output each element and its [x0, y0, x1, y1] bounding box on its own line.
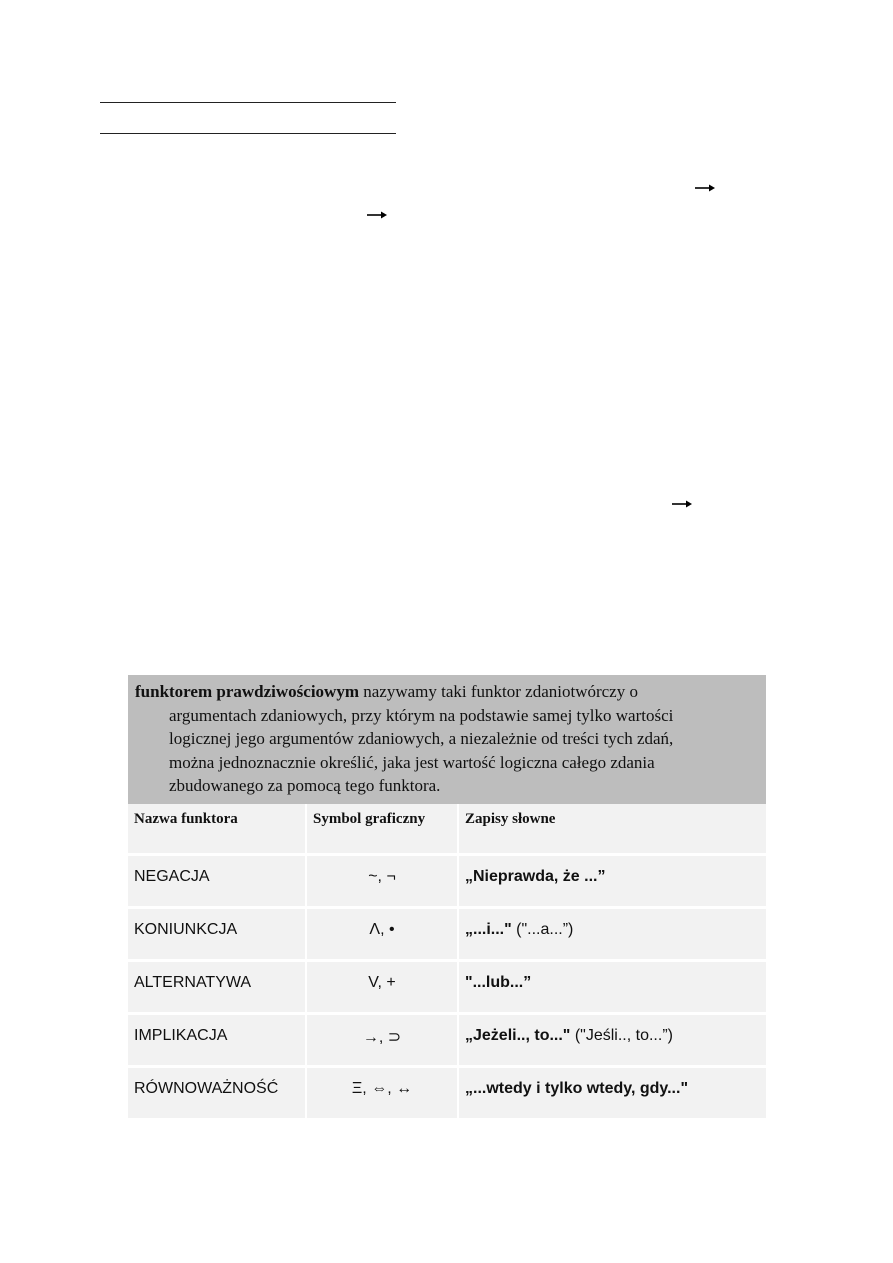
- verbal-bold: „Nieprawda, że ...”: [465, 867, 606, 885]
- definition-first-line: [135, 680, 758, 704]
- header-name: Nazwa funktora: [128, 804, 307, 856]
- functor-table: [128, 804, 766, 1121]
- functor-verbal: [459, 856, 766, 909]
- table-row: [128, 856, 766, 909]
- arrow-icon: [672, 499, 692, 509]
- verbal-bold: „...wtedy i tylko wtedy, gdy...": [465, 1079, 689, 1097]
- definition-line: można jednoznacznie określić, jaka jest wartość logiczna całego zdania: [169, 752, 655, 772]
- functor-name: ALTERNATYWA: [128, 962, 307, 1015]
- verbal-bold: "...lub...”: [465, 973, 532, 991]
- table-row: [128, 909, 766, 962]
- definition-term: funktorem prawdziwościowym: [135, 682, 359, 701]
- top-rule-2: [100, 133, 396, 134]
- functor-name: NEGACJA: [128, 856, 307, 909]
- verbal-bold: „Jeżeli.., to...": [465, 1026, 571, 1044]
- functor-verbal: [459, 909, 766, 962]
- table-row: [128, 1015, 766, 1068]
- arrow-icon: [367, 210, 387, 220]
- definition-line: logicznej jego argumentów zdaniowych, a niezależnie od treści tych zdań,: [169, 729, 674, 748]
- functor-verbal: [459, 1015, 766, 1068]
- functor-symbol: ~, ¬: [307, 856, 459, 909]
- definition-box: [128, 675, 766, 804]
- top-rule-1: [100, 102, 396, 103]
- functor-verbal: [459, 1068, 766, 1121]
- header-verbal: Zapisy słowne: [459, 804, 766, 856]
- functor-symbol: →, ⊃: [307, 1015, 459, 1068]
- verbal-bold: „...i...": [465, 920, 512, 938]
- functor-verbal: [459, 962, 766, 1015]
- functor-symbol: Λ, •: [307, 909, 459, 962]
- functor-name: IMPLIKACJA: [128, 1015, 307, 1068]
- functor-name: RÓWNOWAŻNOŚĆ: [128, 1068, 307, 1121]
- table-row: [128, 962, 766, 1015]
- verbal-extra: ("Jeśli.., to...”): [570, 1026, 673, 1044]
- verbal-extra: ("...a...”): [511, 920, 574, 938]
- functor-name: KONIUNKCJA: [128, 909, 307, 962]
- functor-symbol: Ξ, ⇔, ↔: [307, 1068, 459, 1121]
- table-row: [128, 1068, 766, 1121]
- definition-line: argumentach zdaniowych, przy którym na podstawie samej tylko wartości: [169, 705, 674, 725]
- arrow-icon: [695, 183, 715, 193]
- definition-line: zbudowanego za pomocą tego funktora.: [169, 776, 441, 795]
- header-symbol: Symbol graficzny: [307, 804, 459, 856]
- definition-lead: nazywamy taki funktor zdaniotwórczy o: [363, 682, 638, 701]
- functor-symbol: V, +: [307, 962, 459, 1015]
- table-header-row: [128, 804, 766, 856]
- functor-table-block: [128, 675, 766, 1121]
